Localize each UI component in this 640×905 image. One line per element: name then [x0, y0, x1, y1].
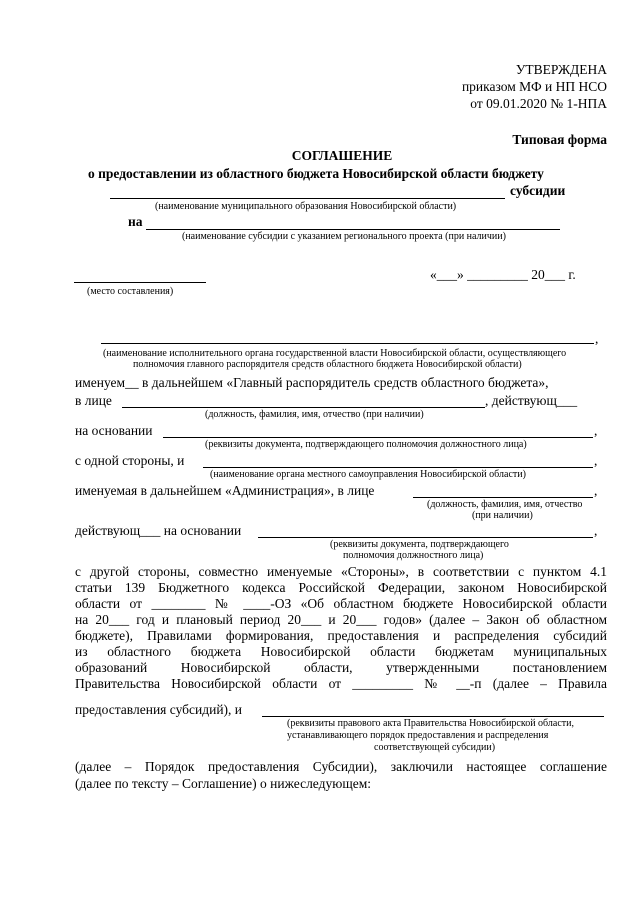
subsidy-word: субсидии: [510, 183, 566, 198]
subsidy-name-field[interactable]: [146, 229, 560, 230]
named-clause: именуем__ в дальнейшем «Главный распорядитель средств областного бюджета»,: [75, 375, 549, 390]
legal-act-hint-2: устанавливающего порядок предоставления и распределения: [287, 730, 549, 741]
closing-line-1: (далее – Порядок предоставления Субсидии), заключили настоящее соглашение: [75, 759, 607, 774]
on-word: на: [128, 214, 143, 229]
approval-order: приказом МФ и НП НСО: [461, 79, 607, 94]
in-person-label: в лице: [75, 393, 112, 408]
main-line-3: области от ________ № ____-ОЗ «Об областном бюджете Новосибирской области: [75, 596, 607, 611]
main-line-5: бюджете), Правилами формирования, предоставления и распределения субсидий: [75, 628, 607, 643]
place-field[interactable]: [74, 282, 206, 283]
date-line: «___» _________ 20___ г.: [430, 267, 576, 282]
basis-hint: (реквизиты документа, подтверждающего полномочия должностного лица): [205, 439, 527, 450]
admin-position-hint: (должность, фамилия, имя, отчество: [427, 499, 583, 510]
comma: ,: [594, 453, 598, 468]
municipality-field[interactable]: [110, 198, 505, 199]
approval-label: УТВЕРЖДЕНА: [515, 62, 607, 77]
position-field[interactable]: [122, 407, 485, 408]
legal-act-hint: (реквизиты правового акта Правительства Новосибирской области,: [287, 718, 574, 729]
comma: ,: [594, 523, 598, 538]
form-type: Типовая форма: [512, 132, 607, 147]
admin-clause: именуемая в дальнейшем «Администрация», в лице: [75, 483, 375, 498]
acting-basis-label: действующ___ на основании: [75, 523, 242, 538]
admin-position-hint-2: (при наличии): [472, 510, 533, 521]
closing-line-2: (далее по тексту – Соглашение) о нижеследующем:: [75, 776, 372, 791]
place-hint: (место составления): [87, 286, 174, 297]
legal-act-field[interactable]: [262, 716, 604, 717]
authority-hint-2: полномочия главного распорядителя средств областного бюджета Новосибирской области): [133, 359, 522, 370]
document-subtitle: о предоставлении из областного бюджета Новосибирской области бюджету: [88, 166, 544, 181]
main-line-2: статьи 139 Бюджетного кодекса Российской Федерации, законом Новосибирской: [75, 580, 607, 595]
comma: ,: [595, 331, 599, 346]
subsidy-hint: (наименование субсидии с указанием регионального проекта (при наличии): [182, 231, 506, 242]
basis-field[interactable]: [163, 437, 593, 438]
approval-date: от 09.01.2020 № 1-НПА: [470, 96, 607, 111]
main-line-7: образований Новосибирской области, утвержденными постановлением: [75, 660, 607, 675]
legal-act-hint-3: соответствующей субсидии): [374, 742, 496, 753]
main-line-6: из областного бюджета Новосибирской области бюджетам муниципальных: [75, 644, 607, 659]
admin-basis-hint: (реквизиты документа, подтверждающего: [330, 539, 509, 550]
municipality-hint: (наименование муниципального образования Новосибирской области): [155, 201, 457, 212]
main-line-1: с другой стороны, совместно именуемые «Стороны», в соответствии с пунктом 4.1: [75, 564, 607, 579]
main-line-9: предоставления субсидий), и: [75, 702, 243, 717]
basis-label: на основании: [75, 423, 153, 438]
comma: ,: [594, 483, 598, 498]
acting-suffix: , действующ___: [485, 393, 578, 408]
local-government-hint: (наименование органа местного самоуправления Новосибирской области): [210, 469, 526, 480]
comma: ,: [594, 423, 598, 438]
main-line-8: Правительства Новосибирской области от _________ № __-п (далее – Правила: [75, 676, 607, 691]
position-hint: (должность, фамилия, имя, отчество (при наличии): [205, 409, 424, 420]
authority-hint: (наименование исполнительного органа государственной власти Новосибирской области, осуществляющего: [103, 348, 567, 359]
one-side-label: с одной стороны, и: [75, 453, 185, 468]
document-title: СОГЛАШЕНИЕ: [291, 148, 393, 163]
authority-field[interactable]: [101, 343, 594, 344]
admin-position-field[interactable]: [413, 497, 593, 498]
admin-basis-field[interactable]: [258, 537, 593, 538]
local-government-field[interactable]: [203, 467, 593, 468]
admin-basis-hint-2: полномочия должностного лица): [343, 550, 484, 561]
main-line-4: на 20___ год и плановый период 20___ и 20___ годов» (далее – Закон об областном: [75, 612, 607, 627]
